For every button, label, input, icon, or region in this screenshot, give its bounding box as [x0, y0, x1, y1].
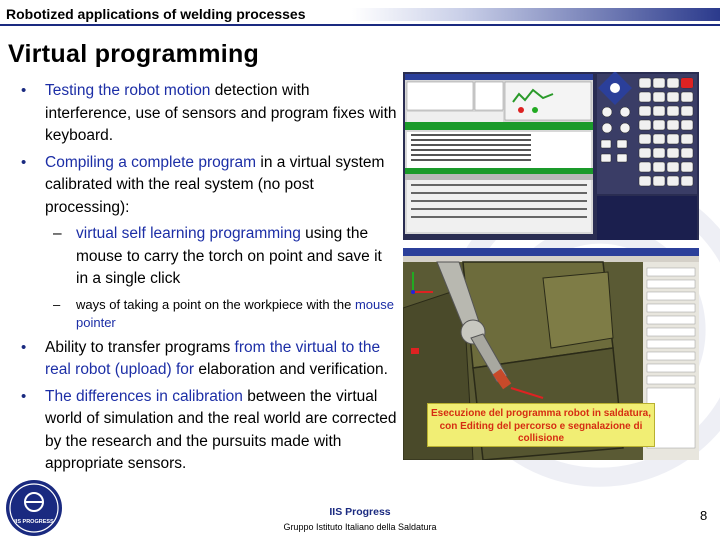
bullet-text: elaboration and verification.: [194, 361, 388, 378]
sub-bullet-item: [18, 296, 398, 332]
bullet-item: [18, 386, 398, 476]
header-bar: [0, 0, 720, 26]
bullet-item: [18, 152, 398, 220]
dash-icon: –: [53, 296, 61, 312]
sub-bullet-text: ways of taking a point on the workpiece with the: [76, 296, 355, 312]
iis-logo: [4, 478, 64, 538]
header-gradient: [352, 8, 720, 21]
bullet-highlight: from the virtual to the real robot (upload) for: [45, 338, 381, 378]
bullet-highlight: Compiling a complete program: [45, 153, 257, 171]
presentation-title: Robotized applications of welding processes: [6, 6, 306, 22]
dash-icon: –: [53, 225, 62, 242]
sub-bullet-highlight: virtual self learning programming: [76, 225, 301, 242]
sub-bullet-item: [18, 223, 398, 291]
header-rule: [0, 24, 720, 26]
sub-bullet-highlight: mouse pointer: [76, 296, 394, 330]
bullet-dot-icon: •: [21, 82, 27, 99]
robot-simulation-screenshot: [403, 248, 699, 460]
simulation-caption: Esecuzione del programma robot in saldatura, con Editing del percorso e segnalazione di collisione: [427, 403, 655, 447]
footer-organization: IIS Progress: [329, 506, 391, 518]
slide-title: Virtual programming: [8, 40, 260, 68]
footer-subtitle: Gruppo Istituto Italiano della Saldatura: [283, 522, 437, 532]
bullet-text: Ability to transfer programs: [45, 338, 235, 356]
bullet-highlight: The differences in calibration: [45, 387, 243, 405]
bullet-item: [18, 80, 398, 148]
bullet-dot-icon: •: [21, 153, 27, 171]
bullet-text: in a virtual system calibrated with the real system (no post processing):: [45, 153, 385, 216]
sub-bullet-text: using the mouse to carry the torch on point and save it in a single click: [76, 225, 382, 287]
bullet-item: [18, 337, 398, 382]
bullet-highlight: Testing the robot motion: [45, 82, 211, 99]
teach-pendant-screenshot: [403, 72, 699, 240]
bullet-dot-icon: •: [21, 387, 27, 405]
logo-text: IIS PROGRESS: [14, 519, 54, 525]
page-number: 8: [700, 508, 708, 523]
bullet-text: detection with interference, use of sensors and program fixes with keyboard.: [45, 82, 397, 144]
bullet-dot-icon: •: [21, 338, 27, 356]
bullet-list: [18, 80, 398, 480]
bullet-text: between the virtual world of simulation and the real world are corrected by the research and the pursuits made with appropriate sensors.: [45, 387, 397, 472]
teach-pendant-image: [403, 72, 699, 240]
